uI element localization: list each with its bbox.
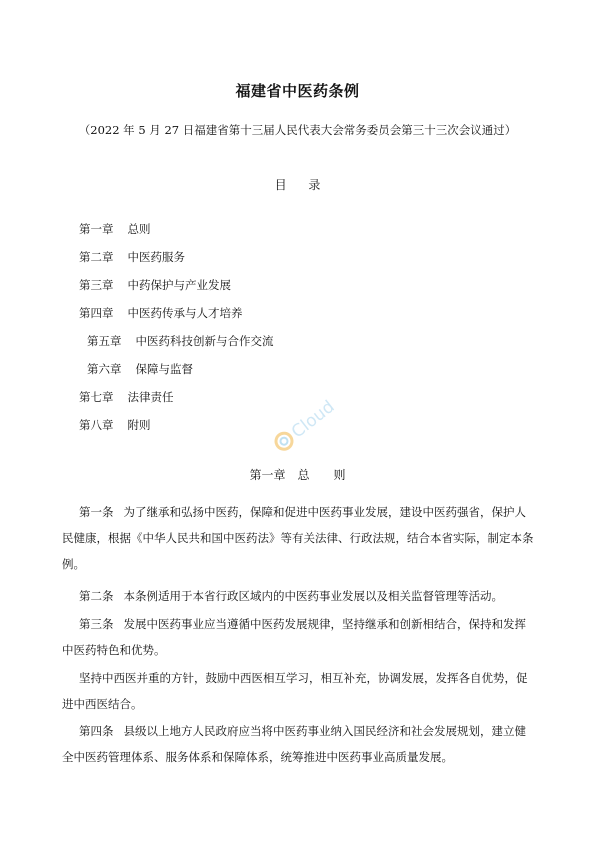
toc-item-num: 第八章	[79, 418, 114, 432]
article-line: 坚持中西医并重的方针，鼓励中西医相互学习，相互补充，协调发展，发挥各自优势，促	[79, 671, 528, 685]
article-line: 发展中医药事业应当遵循中医药发展规律，坚持继承和创新相结合，保持和发挥	[123, 617, 526, 631]
document-title: 福建省中医药条例	[235, 82, 360, 100]
article-label: 第一条	[79, 505, 114, 519]
article-label: 第四条	[79, 724, 114, 738]
article-4	[62, 718, 544, 770]
article-label: 第二条	[79, 589, 114, 603]
toc-item-name: 法律责任	[127, 390, 174, 404]
toc-item-3	[79, 277, 231, 293]
toc-item-8	[79, 417, 151, 433]
article-2	[79, 583, 544, 609]
toc-item-num: 第三章	[79, 278, 114, 292]
article-label: 第三条	[79, 617, 114, 631]
toc-item-2	[79, 249, 185, 265]
article-line: 全中医药管理体系、服务体系和保障体系，统筹推进中医药事业高质量发展。	[62, 750, 453, 764]
document-subtitle: （2022 年 5 月 27 日福建省第十三届人民代表大会常务委员会第三十三次会议通过）	[78, 123, 517, 137]
watermark-text: Cloud	[287, 396, 339, 443]
article-line: 民健康，根据《中华人民共和国中医药法》等有关法律、行政法规，结合本省实际，制定本条	[62, 531, 534, 545]
article-line: 本条例适用于本省行政区域内的中医药事业发展以及相关监督管理等活动。	[123, 589, 503, 603]
article-3	[62, 611, 544, 663]
toc-item-name: 总则	[127, 222, 151, 236]
article-line: 进中西医结合。	[62, 697, 143, 711]
article-line: 例。	[62, 557, 85, 571]
toc-item-name: 中医药服务	[127, 250, 185, 264]
toc-item-num: 第二章	[79, 250, 114, 264]
chapter-heading: 第一章 总 则	[249, 468, 346, 482]
toc-item-num: 第七章	[79, 390, 114, 404]
article-1	[62, 499, 544, 577]
toc-item-num: 第四章	[79, 306, 114, 320]
toc-item-num: 第六章	[87, 362, 122, 376]
toc-item-1	[79, 221, 151, 237]
toc-item-name: 附则	[127, 418, 151, 432]
cloud-watermark-icon	[262, 378, 348, 464]
article-line: 为了继承和弘扬中医药，保障和促进中医药事业发展，建设中医药强省，保护人	[123, 505, 526, 519]
toc-item-5	[87, 333, 274, 349]
toc-item-name: 保障与监督	[135, 362, 193, 376]
article-line: 县级以上地方人民政府应当将中医药事业纳入国民经济和社会发展规划，建立健	[123, 724, 526, 738]
toc-item-6	[87, 361, 193, 377]
toc-heading: 目 录	[274, 178, 321, 192]
toc-item-7	[79, 389, 174, 405]
article-line: 中医药特色和优势。	[62, 643, 166, 657]
article-3-paragraph-2	[62, 665, 544, 717]
toc-item-name: 中医药科技创新与合作交流	[135, 334, 274, 348]
toc-item-num: 第一章	[79, 222, 114, 236]
toc-item-4	[79, 305, 243, 321]
toc-item-name: 中药保护与产业发展	[127, 278, 231, 292]
toc-item-num: 第五章	[87, 334, 122, 348]
toc-item-name: 中医药传承与人才培养	[127, 306, 243, 320]
